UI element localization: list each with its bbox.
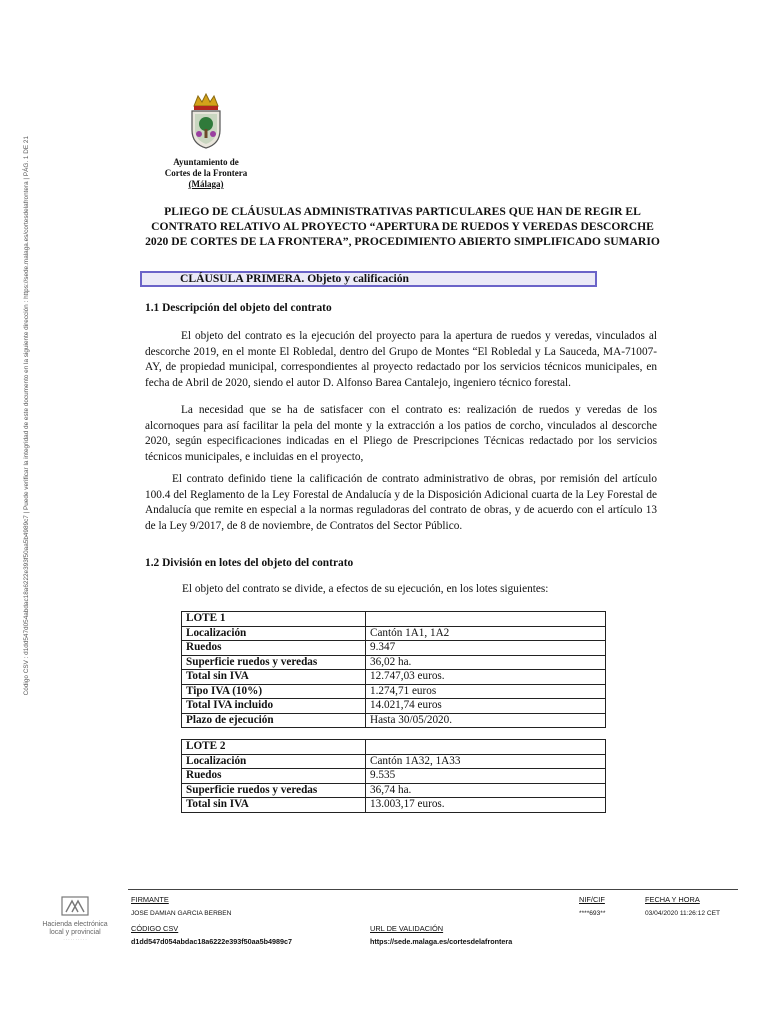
lote-2-key: Superficie ruedos y veredas [182, 783, 366, 798]
logo-line-3: · · · · · · · · · · [63, 937, 87, 942]
section-1-2-intro: El objeto del contrato se divide, a efectos de su ejecución, en los lotes siguientes: [182, 583, 549, 595]
logo-line-2: local y provincial [49, 929, 101, 936]
lote-1-key: Plazo de ejecución [182, 713, 366, 728]
lote-2-key: Ruedos [182, 769, 366, 784]
nif-value: ****693** [579, 910, 606, 917]
lote-1-title: LOTE 1 [182, 612, 366, 627]
lote-2-value: 13.003,17 euros. [366, 798, 606, 813]
lote-2-value: 36,74 ha. [366, 783, 606, 798]
hacienda-logo-icon [61, 896, 89, 916]
table-row [182, 740, 606, 755]
lote-1-table [181, 611, 606, 728]
lote-1-key: Tipo IVA (10%) [182, 684, 366, 699]
table-row [182, 699, 606, 714]
table-row [182, 684, 606, 699]
table-row [182, 713, 606, 728]
table-row [182, 783, 606, 798]
paragraph-2-text: La necesidad que se ha de satisfacer con el contrato es: realización de ruedos y veredas de los alcornoques para así facilitar la pela del monte y la extracción a los patios de corcho, vinculados al descorche 2020, según especificaciones indicadas en el Pliego de Prescripciones Técnicas redactado por los servicios técnicos municipales, e incluidas en el proyecto, [145, 404, 657, 463]
lote-1-key: Localización [182, 626, 366, 641]
section-1-2-heading: 1.2 División en lotes del objeto del contrato [145, 557, 354, 569]
lote-1-key: Total sin IVA [182, 670, 366, 685]
table-row [182, 754, 606, 769]
nif-label: NIF/CIF [579, 895, 605, 904]
url-value[interactable]: https://sede.malaga.es/cortesdelafrontera [370, 937, 513, 946]
section-1-1-heading: 1.1 Descripción del objeto del contrato [145, 302, 332, 314]
lote-2-table [181, 739, 606, 813]
csv-side-text [16, 104, 36, 728]
clausula-heading: CLÁUSULA PRIMERA. Objeto y calificación [140, 271, 597, 287]
firmante-value: JOSE DAMIAN GARCIA BERBEN [131, 910, 232, 917]
header-line-2: Cortes de la Frontera [164, 168, 248, 178]
coat-of-arms-icon [186, 92, 226, 150]
document-title: PLIEGO DE CLÁUSULAS ADMINISTRATIVAS PARTICULARES QUE HAN DE REGIR EL CONTRATO RELATIVO AL PROYECTO “APERTURA DE RUEDOS Y VEREDAS DESCORCHE 2020 DE CORTES DE LA FRONTERA”, PROCEDIMIENTO ABIERTO SIMPLIFICADO SUMARIO [145, 205, 660, 248]
csv-label: CÓDIGO CSV [131, 924, 179, 933]
lote-1-value: 9.347 [366, 641, 606, 656]
table-row [182, 798, 606, 813]
lote-2-key: Localización [182, 754, 366, 769]
fecha-value: 03/04/2020 11:26:12 CET [645, 910, 721, 917]
lote-1-key: Total IVA incluido [182, 699, 366, 714]
section-1-1-paragraph-3 [145, 472, 657, 534]
lote-1-value: Cantón 1A1, 1A2 [366, 626, 606, 641]
lote-2-key: Total sin IVA [182, 798, 366, 813]
header-line-3: (Málaga) [188, 179, 224, 189]
url-label: URL DE VALIDACIÓN [370, 924, 444, 933]
lote-1-key: Ruedos [182, 641, 366, 656]
lote-1-value: 14.021,74 euros [366, 699, 606, 714]
footer-divider [128, 889, 738, 890]
lote-1-value: 12.747,03 euros. [366, 670, 606, 685]
table-row [182, 641, 606, 656]
lote-2-title: LOTE 2 [182, 740, 366, 755]
table-row [182, 655, 606, 670]
csv-value: d1dd547d054abdac18a6222e393f50aa5b4989c7 [131, 937, 293, 946]
lote-2-value: Cantón 1A32, 1A33 [366, 754, 606, 769]
lote-2-title-value [366, 740, 606, 755]
section-1-1-paragraph-1 [145, 329, 657, 391]
lote-1-value: 36,02 ha. [366, 655, 606, 670]
table-row [182, 769, 606, 784]
firmante-label: FIRMANTE [131, 895, 169, 904]
lote-1-value: Hasta 30/05/2020. [366, 713, 606, 728]
csv-side-label: Código CSV : d1dd547d054abdac18a6222e393f50aa5b4989c7 | Puede verificar la integridad de este documento en la siguiente dirección : https://sede.malaga.es/cortesdelafrontera | PÁG. 1 DE 21 [22, 136, 30, 696]
table-row [182, 626, 606, 641]
municipality-header [150, 157, 262, 190]
logo-line-1: Hacienda electrónica [42, 921, 108, 928]
table-row [182, 670, 606, 685]
fecha-label: FECHA Y HORA [645, 895, 700, 904]
lote-2-value: 9.535 [366, 769, 606, 784]
table-row [182, 612, 606, 627]
paragraph-3-text: El contrato definido tiene la calificación de contrato administrativo de obras, por remisión del artículo 100.4 del Reglamento de la Ley Forestal de Andalucía y de la Disposición Adicional cuarta de la Ley Forestal de Andalucía que remite en especial a la normas reguladoras del contrato de obras, y de acuerdo con el artículo 13 de la Ley 9/2017, de 8 de noviembre, de Contratos del Sector Público. [145, 473, 657, 532]
lote-1-value: 1.274,71 euros [366, 684, 606, 699]
paragraph-1-text: El objeto del contrato es la ejecución del proyecto para la apertura de ruedos y veredas, vinculados al descorche 2019, en el monte El Robledal, dentro del Grupo de Montes “El Robledal y La Sauceda, MA-71007-AY, de propiedad municipal, correspondientes al proyecto redactado por los servicios técnicos municipales, en fecha de Abril de 2020, siendo el autor D. Alfonso Barea Cantalejo, ingeniero técnico forestal. [145, 330, 657, 389]
hacienda-logo [36, 896, 114, 946]
header-line-1: Ayuntamiento de [173, 157, 239, 167]
lote-1-title-value [366, 612, 606, 627]
section-1-1-paragraph-2 [145, 403, 657, 465]
lote-1-key: Superficie ruedos y veredas [182, 655, 366, 670]
